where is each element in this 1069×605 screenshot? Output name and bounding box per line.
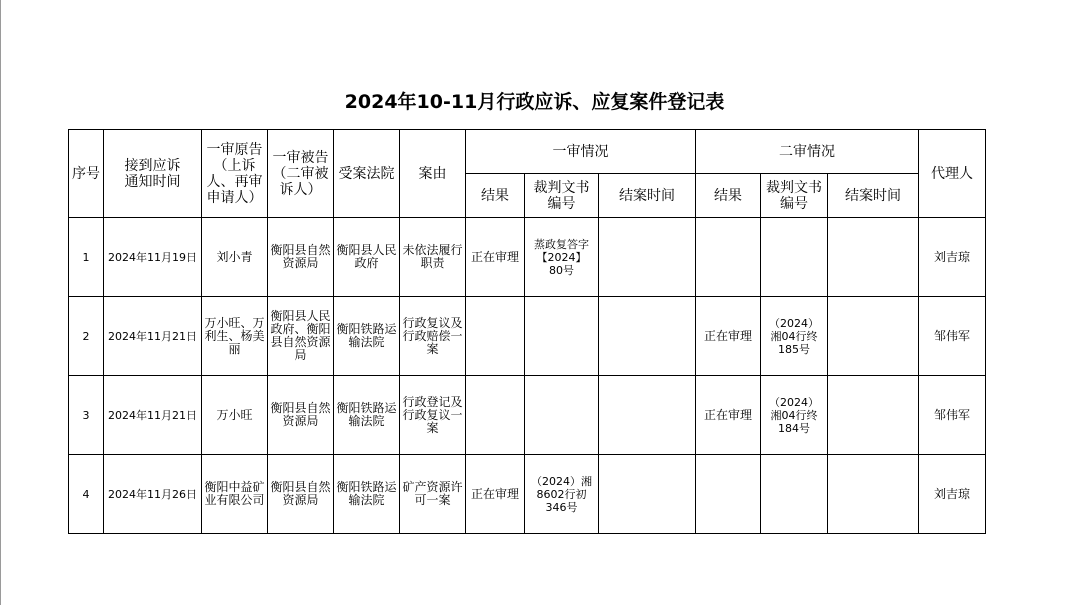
cell-second-doc-no <box>761 218 828 297</box>
cell-second-doc-no: （2024）湘04行终185号 <box>761 297 828 376</box>
cell-cause: 未依法履行职责 <box>400 218 466 297</box>
cell-second-close-time <box>828 218 919 297</box>
table-row <box>69 218 986 297</box>
cell-defendant: 衡阳县自然资源局 <box>268 376 334 455</box>
cell-second-close-time <box>828 376 919 455</box>
cell-notice-time: 2024年11月21日 <box>104 376 202 455</box>
cell-defendant: 衡阳县自然资源局 <box>268 455 334 534</box>
header-row-1 <box>69 130 986 174</box>
cell-court: 衡阳铁路运输法院 <box>334 297 400 376</box>
cell-agent: 邹伟军 <box>919 297 986 376</box>
cell-second-result: 正在审理 <box>696 297 761 376</box>
header-notice-time: 接到应诉通知时间 <box>104 130 202 218</box>
header-plaintiff: 一审原告（上诉人、再审申请人） <box>202 130 268 218</box>
cell-cause: 行政登记及行政复议一案 <box>400 376 466 455</box>
cell-first-close-time <box>599 297 696 376</box>
cell-second-result <box>696 455 761 534</box>
cell-court: 衡阳铁路运输法院 <box>334 376 400 455</box>
page-title: 2024年10-11月行政应诉、应复案件登记表 <box>344 91 725 113</box>
cell-first-result: 正在审理 <box>466 455 525 534</box>
cell-first-doc-no: 蒸政复答字【2024】80号 <box>525 218 599 297</box>
case-register-table <box>68 129 986 534</box>
cell-defendant: 衡阳县人民政府、衡阳县自然资源局 <box>268 297 334 376</box>
cell-second-doc-no: （2024）湘04行终184号 <box>761 376 828 455</box>
header-first-close-time: 结案时间 <box>599 174 696 218</box>
cell-second-close-time <box>828 455 919 534</box>
cell-notice-time: 2024年11月21日 <box>104 297 202 376</box>
header-agent: 代理人 <box>919 130 986 218</box>
cell-first-doc-no <box>525 297 599 376</box>
cell-notice-time: 2024年11月19日 <box>104 218 202 297</box>
cell-plaintiff: 万小旺、万利生、杨美丽 <box>202 297 268 376</box>
cell-first-result: 正在审理 <box>466 218 525 297</box>
cell-first-result <box>466 297 525 376</box>
cell-seq: 3 <box>69 376 104 455</box>
header-defendant: 一审被告（二审被诉人） <box>268 130 334 218</box>
cell-court: 衡阳县人民政府 <box>334 218 400 297</box>
header-seq: 序号 <box>69 130 104 218</box>
cell-agent: 刘吉琼 <box>919 218 986 297</box>
cell-cause: 矿产资源许可一案 <box>400 455 466 534</box>
header-second-doc-no: 裁判文书编号 <box>761 174 828 218</box>
cell-defendant: 衡阳县自然资源局 <box>268 218 334 297</box>
cell-cause: 行政复议及行政赔偿一案 <box>400 297 466 376</box>
header-second-result: 结果 <box>696 174 761 218</box>
header-second-close-time: 结案时间 <box>828 174 919 218</box>
table-row <box>69 297 986 376</box>
cell-second-result: 正在审理 <box>696 376 761 455</box>
cell-first-result <box>466 376 525 455</box>
cell-first-close-time <box>599 218 696 297</box>
cell-first-doc-no <box>525 376 599 455</box>
cell-plaintiff: 衡阳中益矿业有限公司 <box>202 455 268 534</box>
cell-agent: 邹伟军 <box>919 376 986 455</box>
cell-second-close-time <box>828 297 919 376</box>
cell-seq: 4 <box>69 455 104 534</box>
cell-second-result <box>696 218 761 297</box>
cell-second-doc-no <box>761 455 828 534</box>
header-first-result: 结果 <box>466 174 525 218</box>
cell-first-close-time <box>599 376 696 455</box>
cell-seq: 1 <box>69 218 104 297</box>
cell-court: 衡阳铁路运输法院 <box>334 455 400 534</box>
cell-seq: 2 <box>69 297 104 376</box>
header-first-doc-no: 裁判文书编号 <box>525 174 599 218</box>
cell-notice-time: 2024年11月26日 <box>104 455 202 534</box>
table-row <box>69 455 986 534</box>
cell-agent: 刘吉琼 <box>919 455 986 534</box>
cell-first-doc-no: （2024）湘8602行初346号 <box>525 455 599 534</box>
header-cause: 案由 <box>400 130 466 218</box>
cell-plaintiff: 万小旺 <box>202 376 268 455</box>
cell-first-close-time <box>599 455 696 534</box>
header-second-instance: 二审情况 <box>696 130 919 174</box>
header-court: 受案法院 <box>334 130 400 218</box>
table-row <box>69 376 986 455</box>
header-first-instance: 一审情况 <box>466 130 696 174</box>
cell-plaintiff: 刘小青 <box>202 218 268 297</box>
